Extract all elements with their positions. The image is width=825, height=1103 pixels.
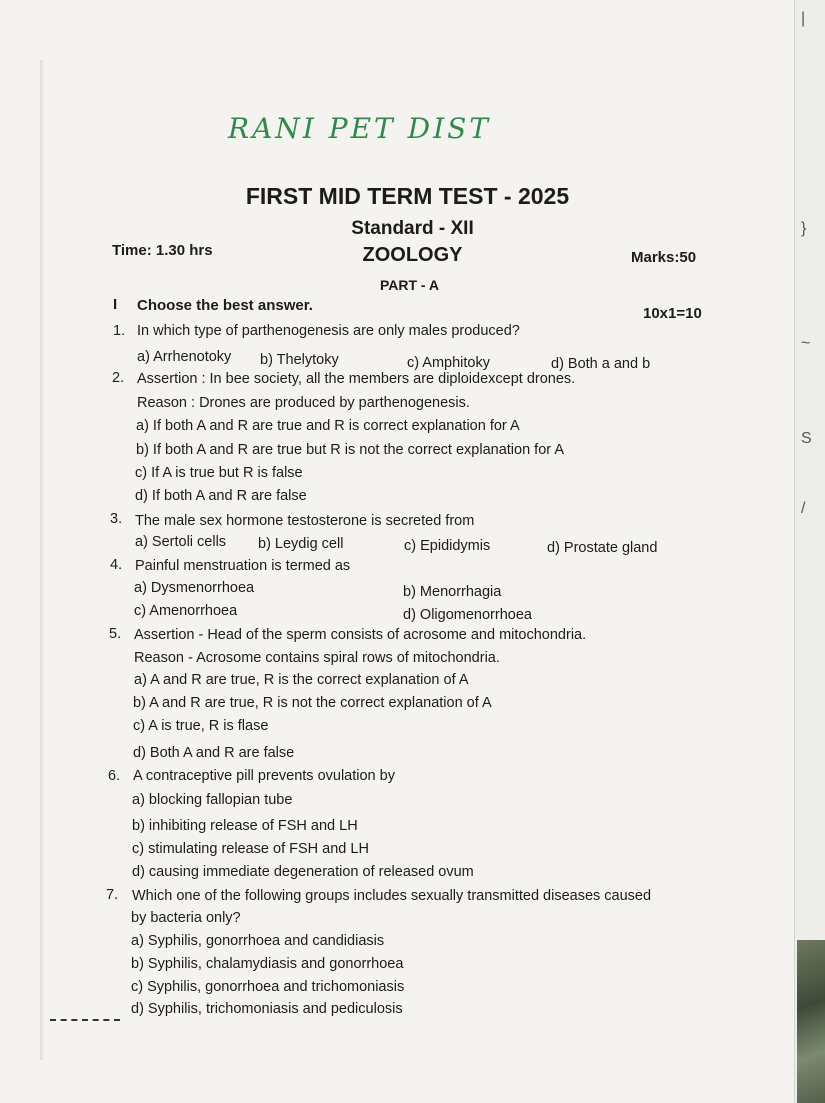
adjacent-page-mark: } — [801, 220, 807, 237]
question-text: Assertion - Head of the sperm consists of acrosome and mitochondria. — [134, 627, 587, 643]
question-text: In which type of parthenogenesis are only males produced? — [137, 323, 520, 339]
reason-line: Reason : Drones are produced by parthenogenesis. — [137, 395, 470, 411]
option: a) blocking fallopian tube — [132, 792, 293, 808]
option: b) Leydig cell — [258, 536, 344, 552]
margin-dash-mark — [50, 1019, 120, 1021]
option: b) A and R are true, R is not the correct explanation of A — [133, 695, 492, 711]
section-title: Choose the best answer. — [137, 297, 313, 314]
question-number: 7. — [106, 887, 119, 903]
option: c) Amenorrhoea — [134, 603, 238, 619]
question-text: Which one of the following groups includes sexually transmitted diseases caused — [132, 888, 652, 904]
option: d) Oligomenorrhoea — [403, 607, 532, 623]
question-text-continued: by bacteria only? — [131, 910, 241, 926]
adjacent-page-photo — [797, 940, 825, 1103]
adjacent-page-mark: ~ — [801, 335, 811, 352]
time-label: Time: 1.30 hrs — [112, 242, 213, 259]
question-number: 6. — [108, 768, 121, 784]
option: d) Syphilis, trichomoniasis and pediculosis — [131, 1001, 403, 1017]
handwritten-district-note: RANI PET DIST — [228, 112, 491, 145]
option: d) Prostate gland — [547, 540, 658, 556]
question-number: 4. — [110, 557, 123, 573]
option: c) A is true, R is flase — [133, 718, 269, 734]
option: b) Thelytoky — [260, 352, 339, 368]
section-number: I — [113, 296, 118, 313]
option: a) Dysmenorrhoea — [134, 580, 255, 596]
option: c) If A is true but R is false — [135, 465, 303, 481]
exam-title: FIRST MID TERM TEST - 2025 — [245, 183, 570, 209]
option: c) Amphitoky — [407, 355, 490, 371]
marks-label: Marks:50 — [631, 249, 697, 266]
adjacent-page-mark: / — [801, 500, 806, 517]
option: a) Sertoli cells — [135, 534, 227, 550]
question-number: 2. — [112, 370, 125, 386]
question-text: A contraceptive pill prevents ovulation by — [133, 768, 395, 784]
question-number: 5. — [109, 626, 122, 642]
adjacent-page-mark: | — [801, 10, 806, 27]
question-number: 3. — [110, 511, 123, 527]
option: b) Menorrhagia — [403, 584, 502, 600]
option: c) Syphilis, gonorrhoea and trichomoniasis — [131, 979, 405, 995]
option: d) Both a and b — [551, 356, 651, 372]
option: b) inhibiting release of FSH and LH — [132, 818, 358, 834]
adjacent-page-mark: S — [801, 430, 812, 447]
option: b) If both A and R are true but R is not the correct explanation for A — [136, 442, 564, 458]
subject-label: ZOOLOGY — [362, 244, 463, 266]
option: c) Epididymis — [404, 538, 491, 554]
option: a) If both A and R are true and R is correct explanation for A — [136, 418, 520, 434]
question-number: 1. — [113, 323, 126, 339]
option: a) Arrhenotoky — [137, 349, 232, 365]
question-text: The male sex hormone testosterone is secreted from — [135, 513, 475, 529]
part-label: PART - A — [379, 277, 440, 293]
standard-label: Standard - XII — [351, 218, 474, 239]
reason-line: Reason - Acrosome contains spiral rows of mitochondria. — [134, 650, 500, 666]
page-edge — [40, 60, 44, 1060]
option: c) stimulating release of FSH and LH — [132, 841, 369, 857]
option: a) A and R are true, R is the correct explanation of A — [134, 672, 469, 688]
adjacent-page-strip — [794, 0, 825, 1103]
option: d) causing immediate degeneration of released ovum — [132, 864, 474, 880]
option: a) Syphilis, gonorrhoea and candidiasis — [131, 933, 385, 949]
question-text: Assertion : In bee society, all the members are diploidexcept drones. — [137, 371, 576, 387]
option: d) Both A and R are false — [133, 745, 295, 761]
option: b) Syphilis, chalamydiasis and gonorrhoea — [131, 956, 404, 972]
question-text: Painful menstruation is termed as — [135, 558, 351, 574]
section-marks: 10x1=10 — [643, 305, 702, 322]
option: d) If both A and R are false — [135, 488, 307, 504]
